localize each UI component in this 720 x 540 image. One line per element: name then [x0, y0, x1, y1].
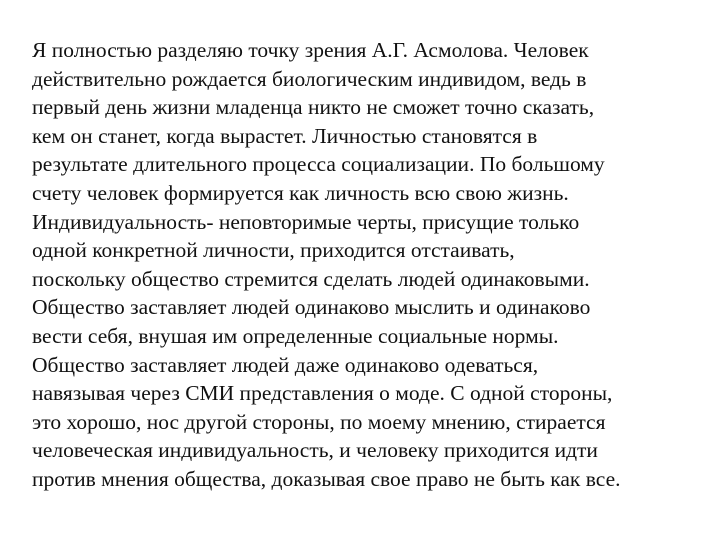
- text-line: Я полностью разделяю точку зрения А.Г. Асмолова. Человек: [32, 38, 589, 62]
- text-line: Общество заставляет людей одинаково мыслить и одинаково: [32, 295, 591, 320]
- text-line: результате длительного процесса социализации. По большому: [32, 152, 605, 177]
- text-line: человеческая индивидуальность, и человеку приходится идти: [32, 438, 598, 463]
- text-line: счету человек формируется как личность всю свою жизнь.: [32, 180, 569, 205]
- text-line: Общество заставляет людей даже одинаково одеваться,: [32, 352, 539, 377]
- text-line: действительно рождается биологическим индивидом, ведь в: [32, 66, 587, 91]
- text-line: это хорошо, нос другой стороны, по моему мнению, стирается: [32, 409, 606, 434]
- text-line: против мнения общества, доказывая свое право не быть как все.: [32, 466, 621, 491]
- text-line: Индивидуальность- неповторимые черты, присущие только: [32, 209, 580, 234]
- text-line: вести себя, внушая им определенные социальные нормы.: [32, 323, 559, 348]
- text-line: первый день жизни младенца никто не сможет точно сказать,: [32, 95, 595, 120]
- text-line: кем он станет, когда вырастет. Личностью становятся в: [32, 123, 538, 148]
- essay-paragraph: [32, 36, 702, 494]
- text-line: поскольку общество стремится сделать людей одинаковыми.: [32, 266, 590, 291]
- text-line: навязывая через СМИ представления о моде. С одной стороны,: [32, 381, 613, 406]
- text-line: одной конкретной личности, приходится отстаивать,: [32, 238, 515, 263]
